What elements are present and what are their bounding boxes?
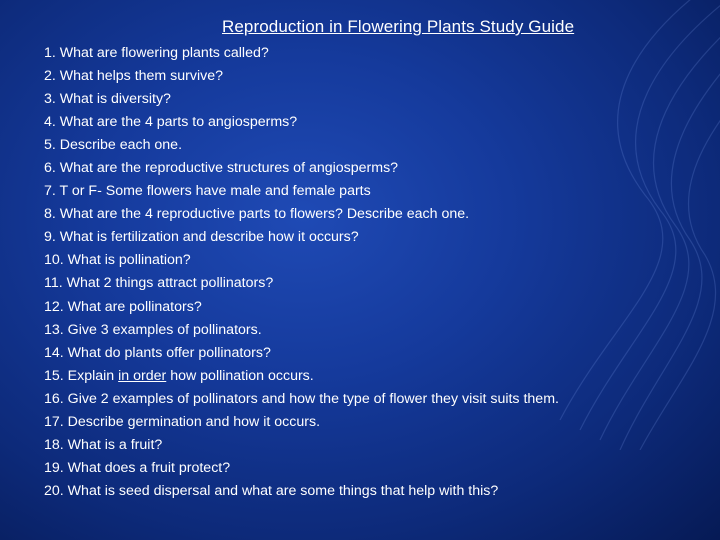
list-item: 3. What is diversity? xyxy=(44,91,171,108)
list-item: 18. What is a fruit? xyxy=(44,436,163,453)
page-title: Reproduction in Flowering Plants Study Guide xyxy=(222,17,575,36)
list-item: 17. Describe germination and how it occurs. xyxy=(44,413,321,430)
list-item: 14. What do plants offer pollinators? xyxy=(44,344,271,361)
list-item: 2. What helps them survive? xyxy=(44,68,223,85)
list-item: 10. What is pollination? xyxy=(44,252,191,269)
list-item: 6. What are the reproductive structures of angiosperms? xyxy=(44,160,399,177)
list-item: 13. Give 3 examples of pollinators. xyxy=(44,321,262,338)
question-15-text-before: 15. Explain xyxy=(44,367,119,384)
list-item: 9. What is fertilization and describe how it occurs? xyxy=(44,229,359,246)
question-15-text-after: how pollination occurs. xyxy=(166,367,314,384)
swirl-decoration xyxy=(540,0,720,450)
list-item: 8. What are the 4 reproductive parts to flowers? Describe each one. xyxy=(44,206,470,223)
list-item: 12. What are pollinators? xyxy=(44,298,202,315)
underlined-phrase: in order xyxy=(118,367,167,384)
question-list xyxy=(44,42,559,503)
list-item: 7. T or F- Some flowers have male and female parts xyxy=(44,183,371,200)
list-item: 16. Give 2 examples of pollinators and how the type of flower they visit suits them. xyxy=(44,390,559,407)
list-item: 4. What are the 4 parts to angiosperms? xyxy=(44,114,298,131)
list-item xyxy=(44,365,559,388)
list-item: 5. Describe each one. xyxy=(44,137,183,154)
list-item: 11. What 2 things attract pollinators? xyxy=(44,275,274,292)
list-item: 1. What are flowering plants called? xyxy=(44,45,269,61)
list-item: 20. What is seed dispersal and what are some things that help with this? xyxy=(44,482,499,499)
list-item: 19. What does a fruit protect? xyxy=(44,459,231,476)
